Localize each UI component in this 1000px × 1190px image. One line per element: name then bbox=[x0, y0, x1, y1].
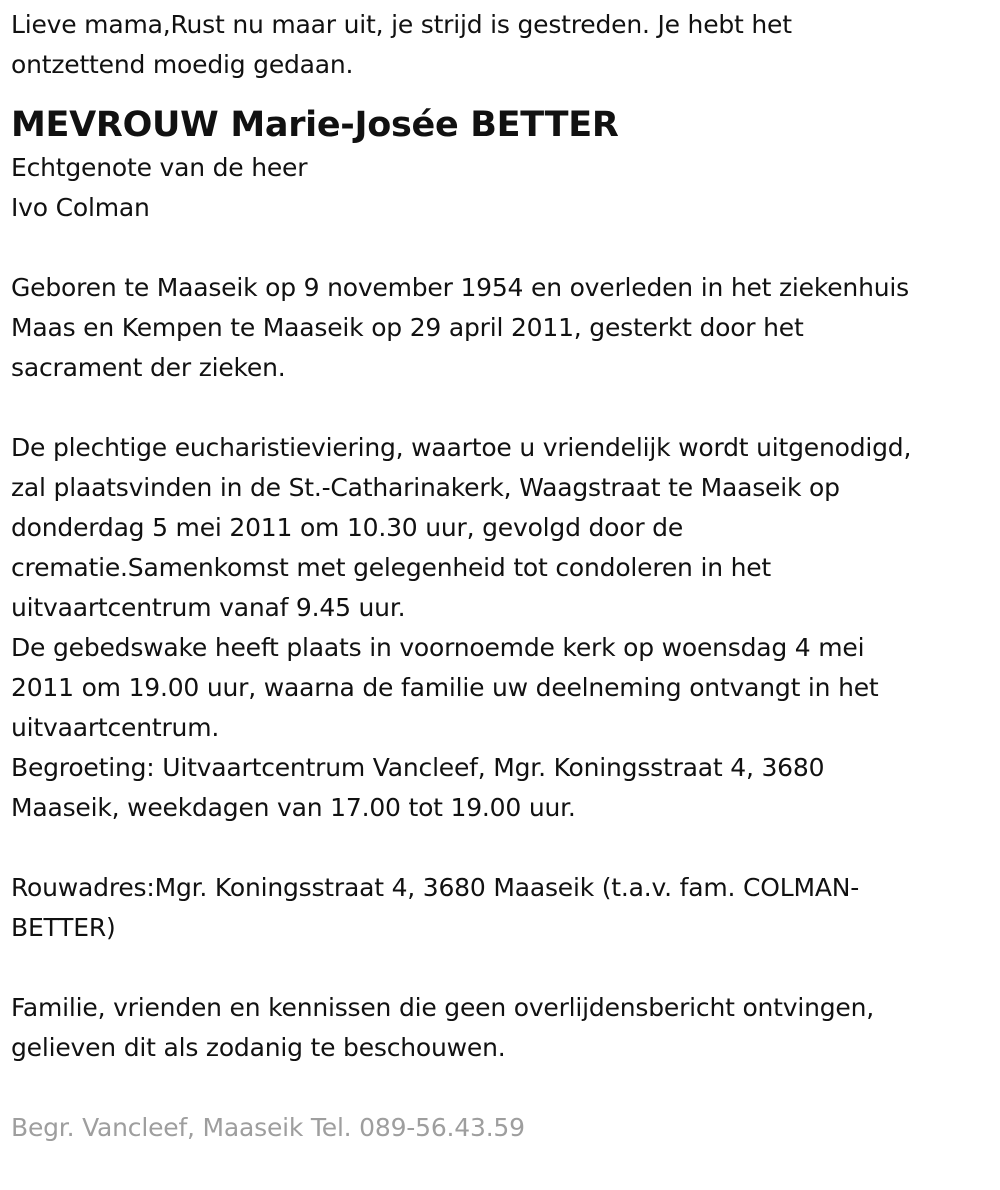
service-line: Begroeting: Uitvaartcentrum Vancleef, Mgr. Koningsstraat 4, 3680 bbox=[11, 753, 825, 782]
service-line: De plechtige eucharistieviering, waartoe u vriendelijk wordt uitgenodigd, bbox=[11, 433, 912, 462]
mourning-address-line: BETTER) bbox=[11, 913, 116, 942]
mourning-address bbox=[11, 868, 991, 948]
service-line: uitvaartcentrum vanaf 9.45 uur. bbox=[11, 593, 406, 622]
obituary-document bbox=[11, 5, 991, 1148]
paragraph-gap bbox=[11, 1068, 991, 1108]
paragraph-gap bbox=[11, 948, 991, 988]
notice-line: gelieven dit als zodanig te beschouwen. bbox=[11, 1033, 506, 1062]
paragraph-gap bbox=[11, 388, 991, 428]
service-line: 2011 om 19.00 uur, waarna de familie uw deelneming ontvangt in het bbox=[11, 673, 879, 702]
service-line: De gebedswake heeft plaats in voornoemde kerk op woensdag 4 mei bbox=[11, 633, 865, 662]
paragraph-gap bbox=[11, 828, 991, 868]
service-line: Maaseik, weekdagen van 17.00 tot 19.00 uur. bbox=[11, 793, 576, 822]
birth-death-paragraph bbox=[11, 268, 991, 388]
birth-death-line: Maas en Kempen te Maaseik op 29 april 2011, gesterkt door het bbox=[11, 313, 804, 342]
spouse-name: Ivo Colman bbox=[11, 193, 150, 222]
funeral-home-footer: Begr. Vancleef, Maaseik Tel. 089-56.43.59 bbox=[11, 1113, 525, 1142]
intro-message bbox=[11, 5, 991, 85]
service-paragraph bbox=[11, 428, 991, 828]
service-line: uitvaartcentrum. bbox=[11, 713, 220, 742]
paragraph-gap bbox=[11, 228, 991, 268]
service-line: donderdag 5 mei 2011 om 10.30 uur, gevolgd door de bbox=[11, 513, 684, 542]
birth-death-line: sacrament der zieken. bbox=[11, 353, 286, 382]
intro-line: Lieve mama,Rust nu maar uit, je strijd is gestreden. Je hebt het bbox=[11, 10, 792, 39]
intro-line: ontzettend moedig gedaan. bbox=[11, 50, 354, 79]
service-line: zal plaatsvinden in de St.-Catharinakerk, Waagstraat te Maaseik op bbox=[11, 473, 840, 502]
service-line: crematie.Samenkomst met gelegenheid tot condoleren in het bbox=[11, 553, 772, 582]
birth-death-line: Geboren te Maaseik op 9 november 1954 en overleden in het ziekenhuis bbox=[11, 273, 909, 302]
notice-line: Familie, vrienden en kennissen die geen overlijdensbericht ontvingen, bbox=[11, 993, 875, 1022]
spouse-line: Echtgenote van de heer bbox=[11, 153, 308, 182]
mourning-address-line: Rouwadres:Mgr. Koningsstraat 4, 3680 Maaseik (t.a.v. fam. COLMAN- bbox=[11, 873, 860, 902]
notice-paragraph bbox=[11, 988, 991, 1068]
spouse-info bbox=[11, 148, 991, 228]
deceased-name: MEVROUW Marie-Josée BETTER bbox=[11, 105, 619, 145]
